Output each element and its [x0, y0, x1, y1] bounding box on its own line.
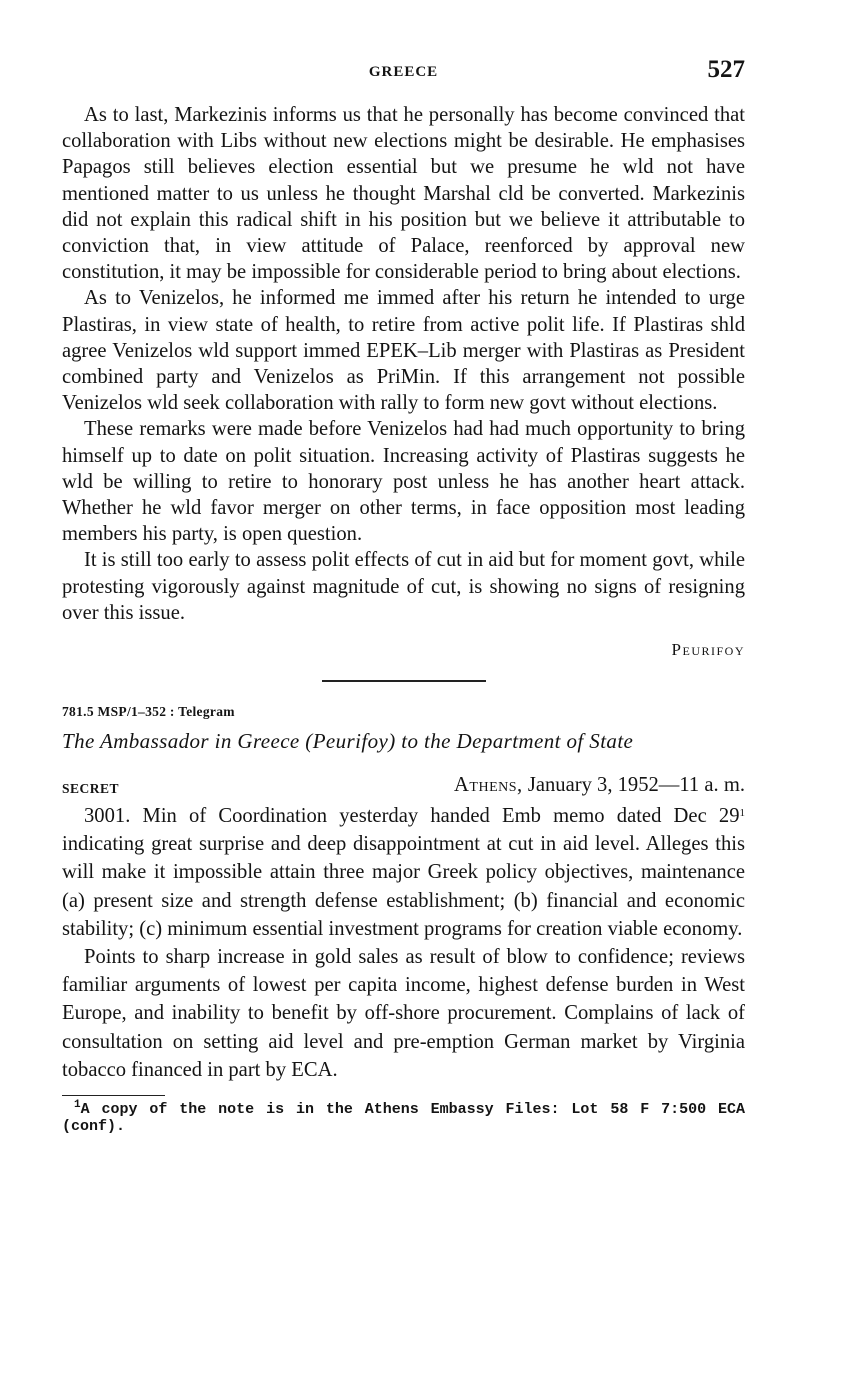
telegram-paragraph-2: Points to sharp increase in gold sales as result of blow to confidence; reviews familiar arguments of lowest per capita income, highest defense burden in West Europe, and inability to benefit by off-shore procurement. Complains of lack of consultation on setting aid level and pre-emption German market by Virginia tobacco financed in part by ECA.: [62, 946, 745, 1081]
footnote-reference: 1: [739, 807, 745, 820]
page-number: 527: [707, 56, 745, 83]
paragraph-remarks: These remarks were made before Venizelos had had much opportunity to bring himself up to date on polit situation. Increasing activity of Plastiras suggests he wld be willing to retire to honorary post unless he has another heart attack. Whether he wld favor merger on other terms, in face opposition most leading members his party, is open question.: [62, 418, 745, 546]
dateline: [454, 774, 745, 797]
body-text: [62, 102, 745, 1135]
telegram-body: [62, 802, 745, 1084]
running-head: GREECE: [368, 64, 439, 80]
telegram-text-rest: indicating great surprise and deep disappointment at cut in aid level. Alleges this will make it impossible attain three major Greek policy objectives, maintenance (a) present size and strength defense establishment; (b) financial and economic stability; (c) minimum essential investment programs for creation viable economy.: [62, 833, 745, 940]
paragraph-markezinis: As to last, Markezinis informs us that he personally has become convinced that collaboration with Libs without new elections might be desirable. He emphasises Papagos still believes election essential but we presume he wld not have mentioned matter to us unless he thought Marshal cld be converted. Markezinis did not explain this radical shift in his position but we believe it attributable to conviction that, in view attitude of Palace, reenforced by approval new constitution, it may be impossible for considerable period to bring about elections.: [62, 104, 745, 284]
telegram-paragraph-1: [62, 802, 745, 943]
paragraph-aid-cut: It is still too early to assess polit effects of cut in aid but for moment govt, while protesting vigorously against magnitude of cut, is showing no signs of resigning over this issue.: [62, 549, 745, 624]
dateline-date: January 3, 1952—11 a. m.: [522, 774, 745, 797]
footnote-mark: 1: [74, 1099, 81, 1112]
document-title: The Ambassador in Greece (Peurifoy) to the Department of State: [62, 729, 634, 754]
dateline-place: Athens,: [454, 774, 523, 797]
signature: Peurifoy: [671, 640, 745, 660]
footnote-text: A copy of the note is in the Athens Embassy Files: Lot 58 F 7:500 ECA (conf).: [62, 1101, 745, 1136]
page-header: [62, 56, 745, 90]
footnote-rule: [62, 1095, 165, 1096]
telegram-text-start: 3001. Min of Coordination yesterday handed Emb memo dated Dec 29: [84, 805, 740, 828]
paragraph-venizelos: As to Venizelos, he informed me immed after his return he intended to urge Plastiras, in view state of health, to retire from active polit life. If Plastiras shld agree Venizelos wld support immed EPEK–Lib merger with Plastiras as President combined party and Venizelos as PriMin. If this arrangement not possible Venizelos wld seek collaboration with rally to form new govt without elections.: [62, 287, 745, 415]
footnote: [62, 1101, 745, 1135]
section-divider: [322, 680, 486, 682]
file-reference: 781.5 MSP/1–352 : Telegram: [62, 704, 235, 720]
classification-label: SECRET: [62, 781, 120, 797]
dateline-row: [62, 774, 745, 802]
